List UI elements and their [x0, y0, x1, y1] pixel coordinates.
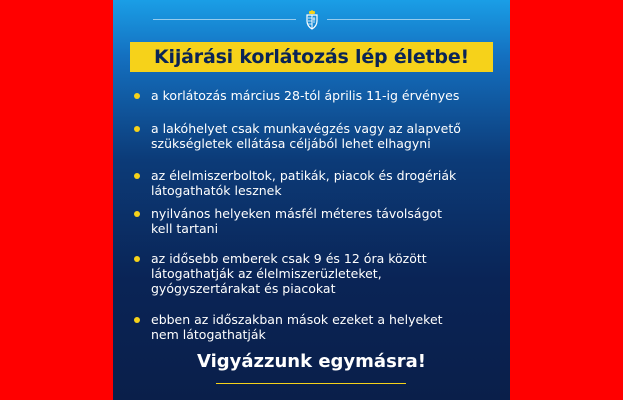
headline-banner — [130, 42, 493, 72]
list-item-text: a korlátozás március 28-tól április 11-ig érvényes — [151, 88, 460, 103]
crest-divider-left — [153, 19, 296, 20]
bullet-dot-icon — [134, 126, 140, 132]
crest-row — [113, 10, 510, 30]
list-item — [133, 88, 459, 103]
bullet-dot-icon — [134, 317, 140, 323]
bullet-dot-icon — [134, 211, 140, 217]
list-item — [133, 206, 442, 236]
headline-text: Kijárási korlátozás lép életbe! — [154, 46, 469, 68]
list-item — [133, 312, 443, 342]
list-item-text: a lakóhelyet csak munkavégzés vagy az alapvető szükségletek ellátása céljából lehet elhagyni — [151, 121, 461, 151]
bullet-dot-icon — [134, 256, 140, 262]
list-item-text: ebben az időszakban mások ezeket a helyeket nem látogathatják — [151, 312, 443, 342]
list-item — [133, 121, 461, 151]
bullet-dot-icon — [134, 173, 140, 179]
list-item-text: az élelmiszerboltok, patikák, piacok és drogériák látogathatók lesznek — [151, 168, 457, 198]
bullet-dot-icon — [134, 93, 140, 99]
crest-divider-right — [327, 19, 470, 20]
list-item — [133, 168, 456, 198]
closing-slogan: Vigyázzunk egymásra! — [196, 351, 427, 372]
list-item-text: az idősebb emberek csak 9 és 12 óra között látogathatják az élelmiszerüzleteket, gyógyszertárakat és piacokat — [151, 251, 427, 296]
poster — [113, 0, 510, 400]
list-item — [133, 251, 427, 296]
hungarian-coat-of-arms-icon — [302, 10, 322, 30]
list-item-text: nyilvános helyeken másfél méteres távolságot kell tartani — [151, 206, 443, 236]
closing-underline — [216, 383, 406, 384]
